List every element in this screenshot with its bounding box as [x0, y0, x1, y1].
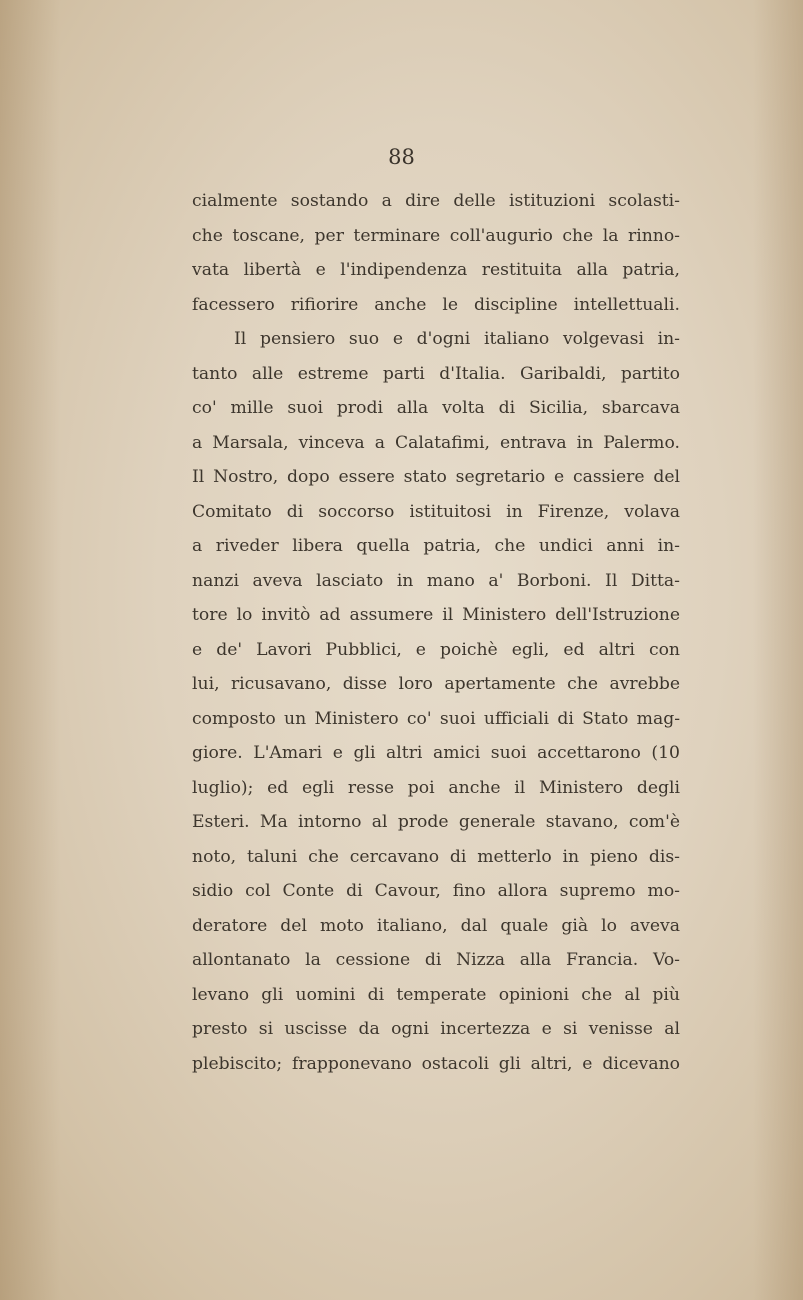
page-number: 88 [388, 145, 415, 169]
page-edge-shadow-left [0, 0, 60, 1300]
text-line: plebiscito; frapponevano ostacoli gli altri, e dicevano [192, 1053, 680, 1074]
text-line: e de' Lavori Pubblici, e poichè egli, ed altri con [192, 639, 680, 660]
text-line: Il Nostro, dopo essere stato segretario e cassiere del [192, 467, 680, 487]
text-line: giore. L'Amari e gli altri amici suoi accettarono (10 [192, 743, 680, 763]
body-text [192, 184, 680, 1081]
text-line: luglio); ed egli resse poi anche il Ministero degli [192, 777, 680, 798]
text-line: noto, taluni che cercavano di metterlo in pieno dis- [192, 846, 680, 867]
text-line: vata libertà e l'indipendenza restituita alla patria, [192, 260, 680, 280]
text-line: a riveder libera quella patria, che undici anni in- [192, 536, 680, 556]
text-line: composto un Ministero co' suoi ufficiali di Stato mag- [192, 708, 680, 729]
text-line: presto si uscisse da ogni incertezza e si venisse al [192, 1019, 680, 1039]
text-line: nanzi aveva lasciato in mano a' Borboni. Il Ditta- [192, 570, 680, 591]
text-line: sidio col Conte di Cavour, fino allora supremo mo- [192, 881, 680, 901]
text-line: che toscane, per terminare coll'augurio che la rinno- [192, 225, 680, 246]
text-line: a Marsala, vinceva a Calatafimi, entrava in Palermo. [192, 432, 680, 453]
text-line: co' mille suoi prodi alla volta di Sicilia, sbarcava [192, 398, 680, 418]
text-line: Esteri. Ma intorno al prode generale stavano, com'è [192, 812, 680, 832]
text-line: tore lo invitò ad assumere il Ministero dell'Istruzione [192, 605, 680, 625]
text-line: allontanato la cessione di Nizza alla Francia. Vo- [192, 950, 680, 970]
text-line: facessero rifiorire anche le discipline intellettuali. [192, 294, 680, 315]
page-edge-shadow-right [753, 0, 803, 1300]
text-line: tanto alle estreme parti d'Italia. Garibaldi, partito [192, 363, 680, 384]
text-line: deratore del moto italiano, dal quale già lo aveva [192, 915, 680, 936]
text-line: Comitato di soccorso istituitosi in Firenze, volava [192, 501, 680, 522]
text-line: lui, ricusavano, disse loro apertamente che avrebbe [192, 674, 680, 694]
text-line: cialmente sostando a dire delle istituzioni scolasti- [192, 191, 680, 211]
text-line: levano gli uomini di temperate opinioni che al più [192, 984, 680, 1005]
text-line: Il pensiero suo e d'ogni italiano volgevasi in- [234, 329, 680, 349]
